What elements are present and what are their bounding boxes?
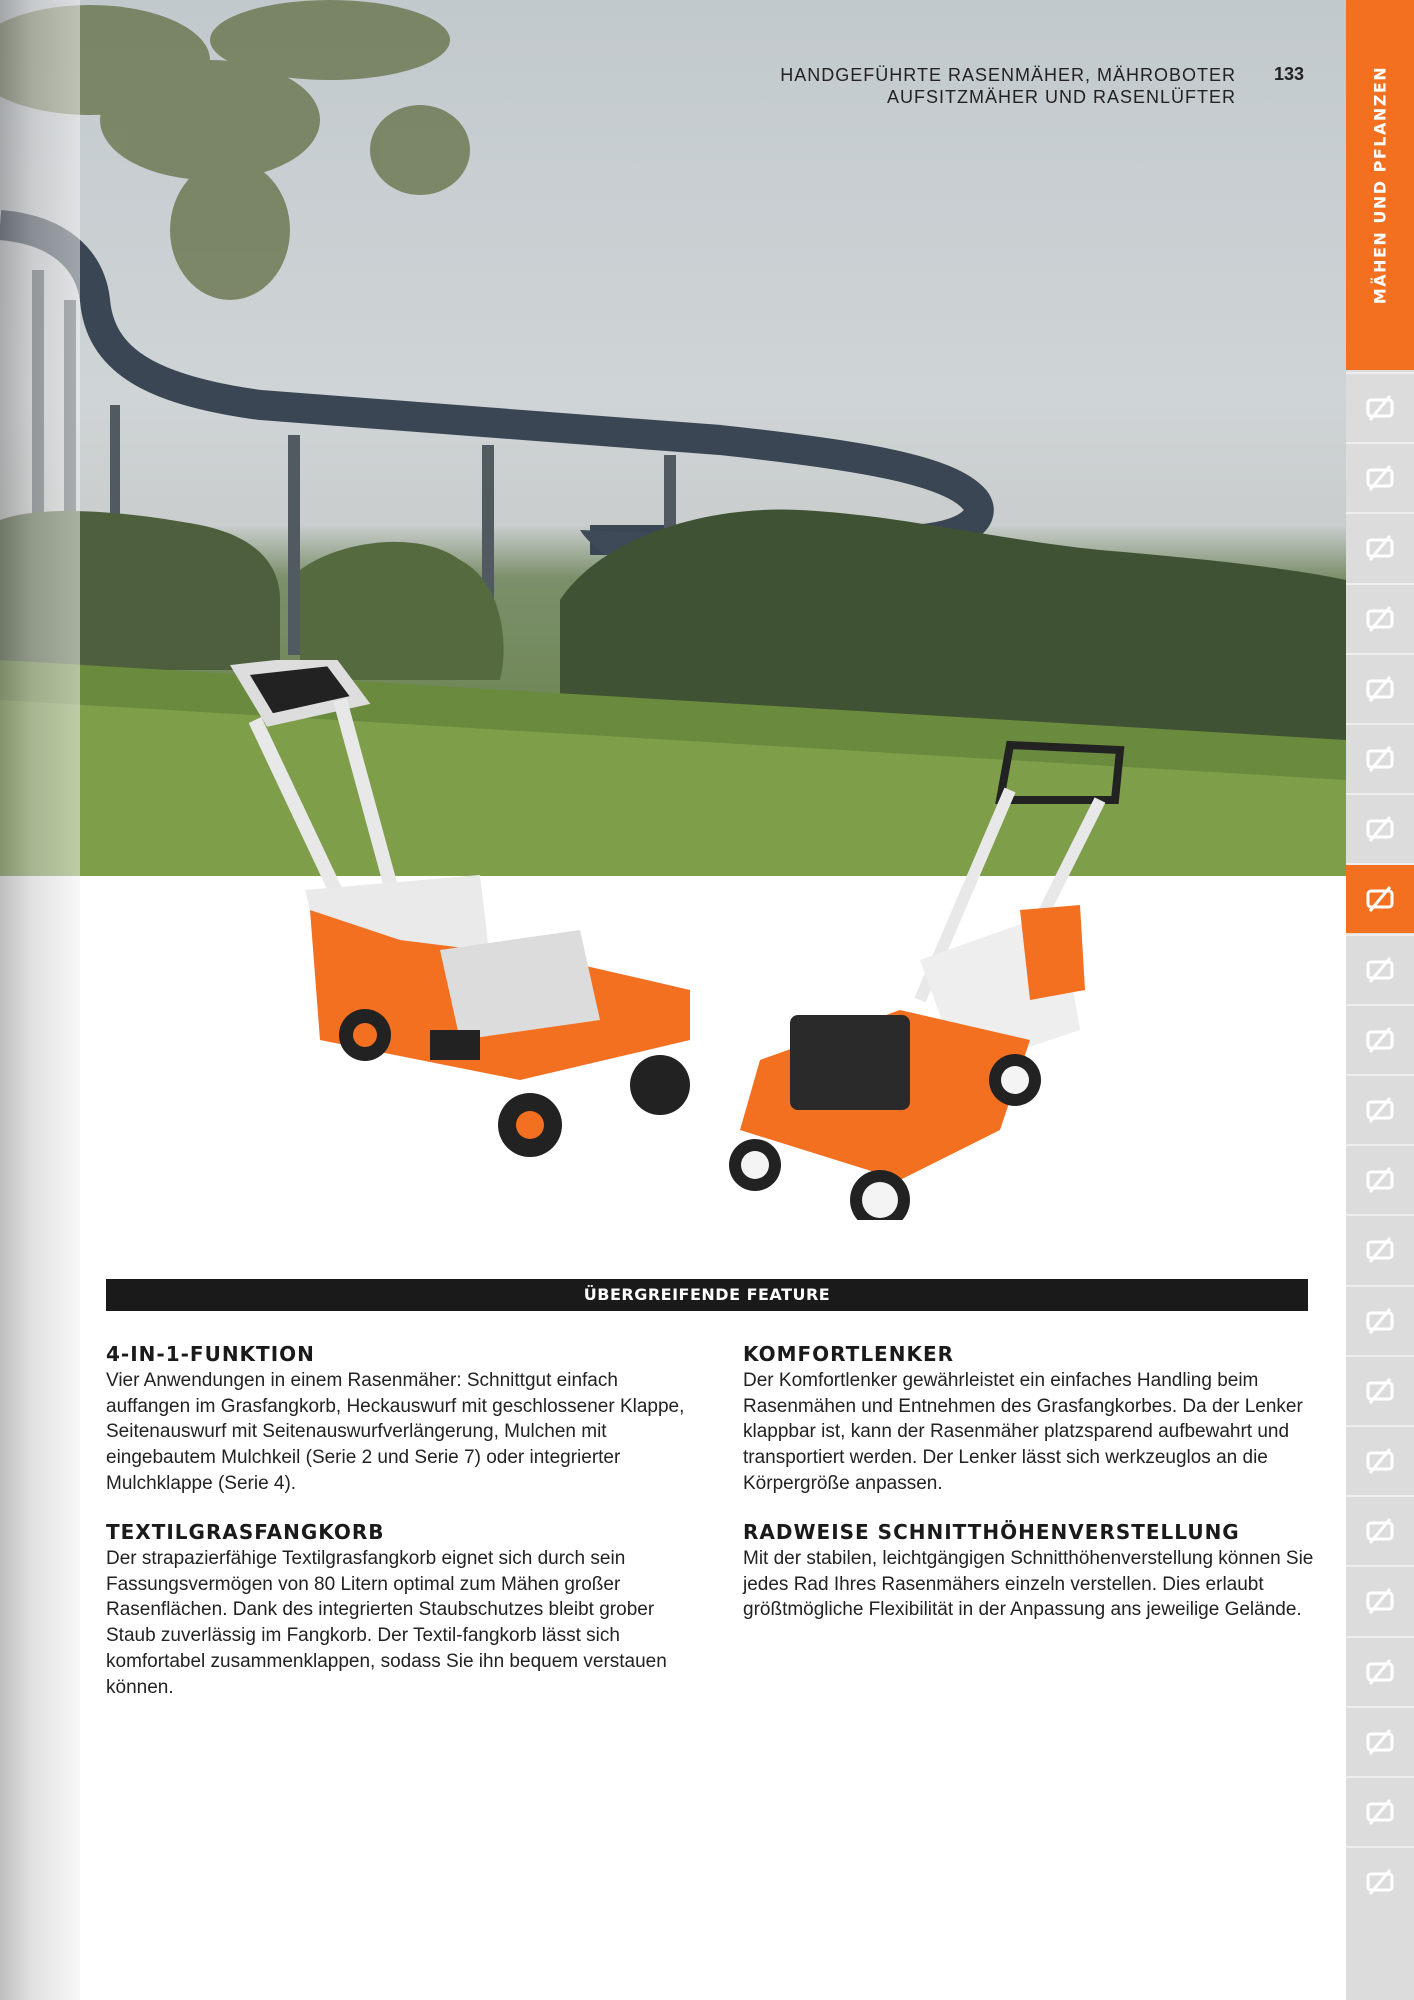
feature-text: Vier Anwendungen in einem Rasenmäher: Schnittgut einfach auffangen im Grasfangkorb, Heckauswurf mit geschlossener Klappe, Seitenauswurf mit Seitenauswurfverlängerung, Mulchen mit eingebautem Mulchkeil (Serie 2 und Serie 7) oder integrierter Mulchklappe (Serie 4). [106, 1370, 685, 1494]
generator-icon[interactable] [1346, 1355, 1414, 1425]
product-images [0, 660, 1346, 1220]
pole-saw-icon[interactable] [1346, 653, 1414, 723]
feature-komfortlenker [743, 1342, 1323, 1497]
manual-icon[interactable] [1346, 1636, 1414, 1706]
battery-lawn-mower-image [240, 660, 690, 1157]
tools-icon[interactable] [1346, 372, 1414, 442]
feature-title: 4-IN-1-FUNKTION [106, 1342, 315, 1366]
long-reach-icon[interactable] [1346, 1214, 1414, 1284]
cut-off-saw-icon[interactable] [1346, 793, 1414, 863]
battery-icon[interactable] [1346, 442, 1414, 512]
feature-title: TEXTILGRASFANGKORB [106, 1520, 385, 1544]
feature-schnitthoehe [743, 1520, 1323, 1623]
feature-text: Mit der stabilen, leichtgängigen Schnitthöhenverstellung können Sie jedes Rad Ihres Rasenmähers einzeln verstellen. Dies erlaubt größtmögliche Flexibilität in der Anpassung ans jeweilige Gelände. [743, 1548, 1314, 1621]
feature-4in1 [106, 1342, 686, 1497]
robot-mower-icon[interactable] [1346, 1425, 1414, 1495]
hedge-trimmer-icon[interactable] [1346, 1144, 1414, 1214]
header-line-2: AUFSITZMÄHER UND RASENLÜFTER [886, 87, 1236, 107]
feature-textilgrasfangkorb [106, 1520, 686, 1700]
shirt-icon[interactable] [1346, 1846, 1414, 1916]
brushcutter-icon[interactable] [1346, 723, 1414, 793]
chapter-sidebar [1346, 0, 1414, 2000]
spray-bottle-icon[interactable] [1346, 1706, 1414, 1776]
chapter-label: MÄHEN UND PFLANZEN [1370, 65, 1390, 305]
section-header [780, 64, 1236, 108]
feature-text: Der Komfortlenker gewährleistet ein einfaches Handling beim Rasenmähen und Entnehmen des Grasfangkorbes. Da der Lenker klappbar ist, kann der Rasenmäher platzsparend aufbewahrt und transportiert werden. Der Lenker lässt sich werkzeuglos an die Körpergröße anpassen. [743, 1370, 1303, 1494]
page-number: 133 [1274, 64, 1305, 84]
smartphone-icon[interactable] [1346, 512, 1414, 582]
axe-icon[interactable] [1346, 1565, 1414, 1635]
feature-title: RADWEISE SCHNITTHÖHENVERSTELLUNG [743, 1520, 1240, 1544]
lawn-mower-icon[interactable] [1346, 863, 1414, 933]
header-line-1: HANDGEFÜHRTE RASENMÄHER, MÄHROBOTER [780, 65, 1236, 85]
feature-title: KOMFORTLENKER [743, 1342, 955, 1366]
chapter-tab[interactable] [1346, 0, 1414, 370]
blower-icon[interactable] [1346, 1285, 1414, 1355]
trimmer-icon[interactable] [1346, 934, 1414, 1004]
earth-auger-icon[interactable] [1346, 1074, 1414, 1144]
feature-bar: ÜBERGREIFENDE FEATURE [106, 1279, 1308, 1311]
tiller-icon[interactable] [1346, 1004, 1414, 1074]
feature-text: Der strapazierfähige Textilgrasfangkorb eignet sich durch sein Fassungsvermögen von 80 Litern optimal zum Mähen großer Rasenflächen. Dank des integrierten Staubschutzes bleibt grober Staub zuverlässig im Fangkorb. Der Textil-fangkorb lässt sich komfortabel zusammenklappen, sodass Sie ihn bequem verstauen können. [106, 1548, 667, 1698]
protective-clothing-icon[interactable] [1346, 1495, 1414, 1565]
toolbox-icon[interactable] [1346, 1776, 1414, 1846]
chainsaw-icon[interactable] [1346, 583, 1414, 653]
petrol-lawn-mower-image [729, 745, 1120, 1220]
